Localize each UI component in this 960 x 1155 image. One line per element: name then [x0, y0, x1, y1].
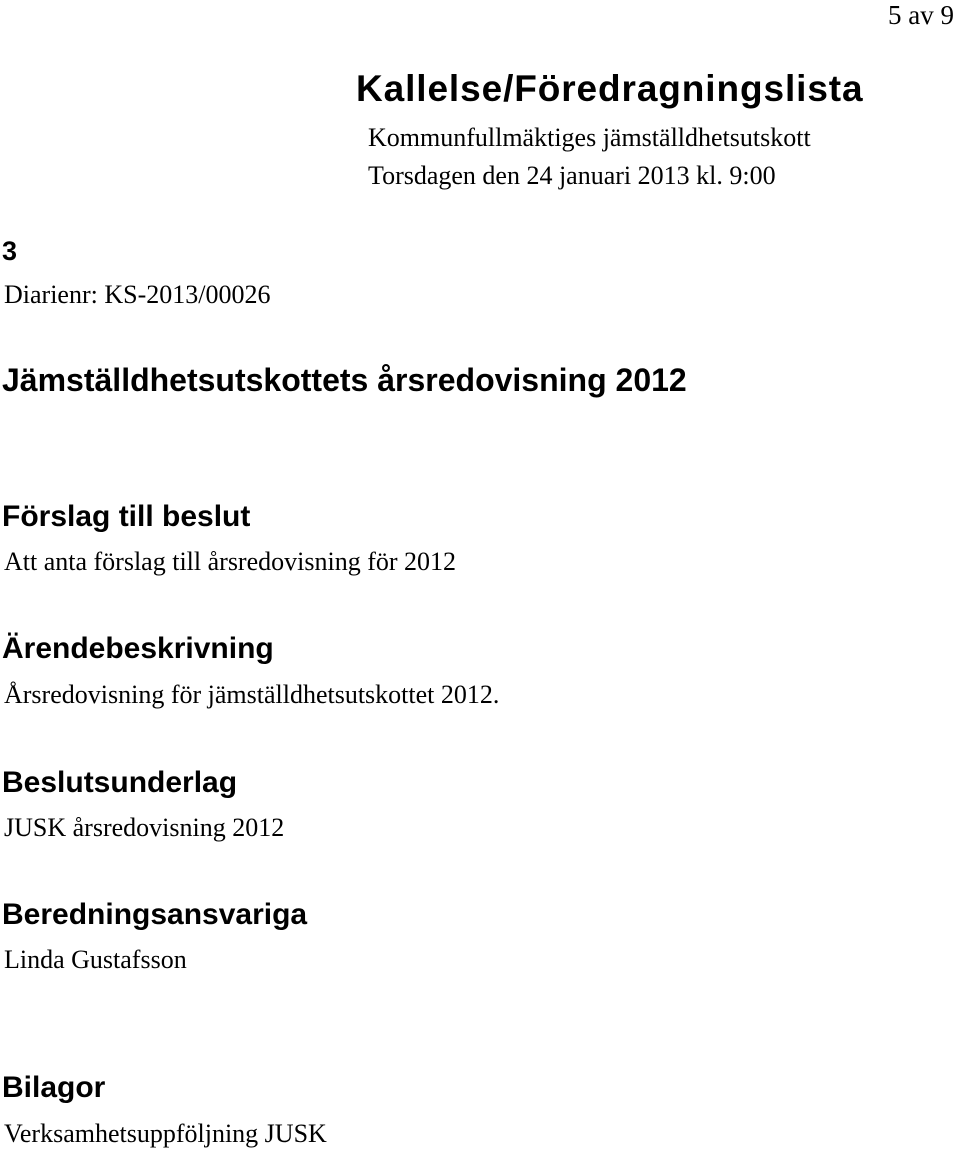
meeting-date: Torsdagen den 24 januari 2013 kl. 9:00 — [368, 161, 776, 190]
item-title: Jämställdhetsutskottets årsredovisning 2012 — [2, 362, 687, 398]
description-text: Årsredovisning för jämställdhetsutskottet 2012. — [4, 680, 500, 709]
responsible-text: Linda Gustafsson — [4, 945, 187, 974]
diary-number: Diarienr: KS-2013/00026 — [4, 280, 271, 309]
page-counter: 5 av 9 — [888, 0, 954, 30]
document-title: Kallelse/Föredragningslista — [356, 68, 864, 109]
proposal-heading: Förslag till beslut — [2, 500, 251, 533]
responsible-heading: Beredningsansvariga — [2, 898, 308, 931]
attachments-heading: Bilagor — [2, 1071, 106, 1104]
committee-name: Kommunfullmäktiges jämställdhetsutskott — [368, 123, 811, 152]
attachments-text: Verksamhetsuppföljning JUSK — [4, 1119, 327, 1148]
proposal-text: Att anta förslag till årsredovisning för 2012 — [4, 547, 457, 576]
description-heading: Ärendebeskrivning — [2, 632, 274, 665]
decision-basis-text: JUSK årsredovisning 2012 — [4, 813, 285, 842]
item-number: 3 — [2, 236, 18, 266]
decision-basis-heading: Beslutsunderlag — [2, 766, 238, 799]
